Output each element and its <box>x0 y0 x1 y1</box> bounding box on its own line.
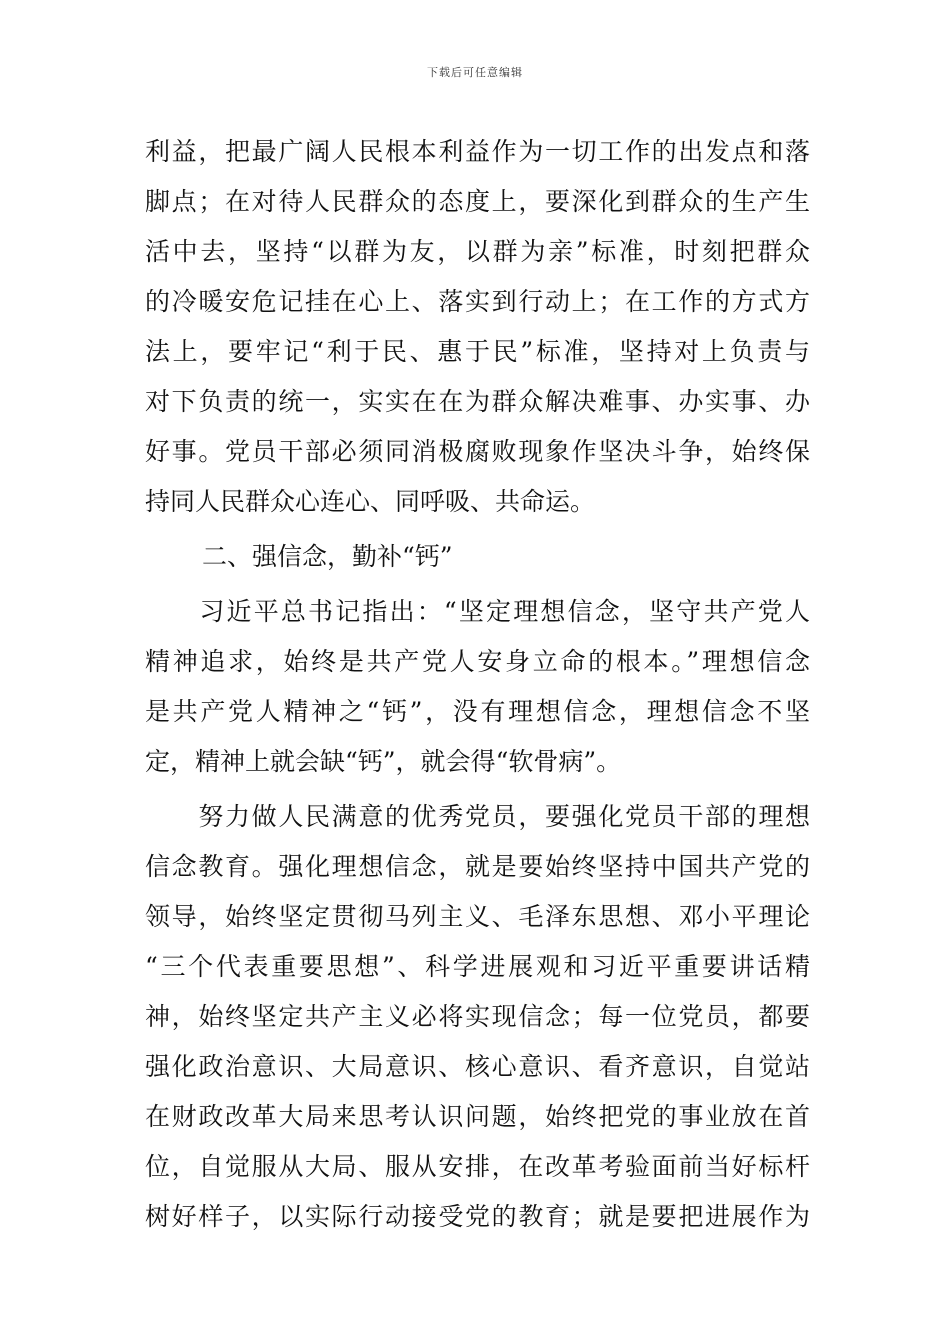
text-line: 神，始终坚定共产主义必将实现信念；每一位党员，都要 <box>145 1002 810 1031</box>
text-line: 的冷暖安危记挂在心上、落实到行动上；在工作的方式方 <box>145 287 810 316</box>
text-line: 是共产党人精神之“钙”，没有理想信念，理想信念不坚 <box>145 697 810 726</box>
text-line: 法上，要牢记“利于民、惠于民”标准，坚持对上负责与 <box>145 337 810 366</box>
text-line: 对下负责的统一，实实在在为群众解决难事、办实事、办 <box>145 387 810 416</box>
text-line: 信念教育。强化理想信念，就是要始终坚持中国共产党的 <box>145 852 810 881</box>
text-line: 定，精神上就会缺“钙”，就会得“软骨病”。 <box>145 747 622 776</box>
text-line: “三个代表重要思想”、科学进展观和习近平重要讲话精 <box>145 952 810 981</box>
text-line: 脚点；在对待人民群众的态度上，要深化到群众的生产生 <box>145 187 810 216</box>
text-line: 好事。党员干部必须同消极腐败现象作坚决斗争，始终保 <box>145 437 810 466</box>
document-body <box>145 127 810 1242</box>
paragraph-3 <box>145 587 810 787</box>
text-line: 精神追求，始终是共产党人安身立命的根本。”理想信念 <box>145 647 810 676</box>
text-line: 领导，始终坚定贯彻马列主义、毛泽东思想、邓小平理论 <box>145 902 810 931</box>
text-line: 努力做人民满意的优秀党员，要强化党员干部的理想 <box>145 802 810 831</box>
paragraph-1 <box>145 127 810 527</box>
page-header: 下载后可任意编辑 <box>427 66 523 79</box>
text-line: 利益，把最广阔人民根本利益作为一切工作的出发点和落 <box>145 137 810 166</box>
text-line: 持同人民群众心连心、同呼吸、共命运。 <box>145 487 596 516</box>
text-line: 位，自觉服从大局、服从安排，在改革考验面前当好标杆 <box>145 1152 810 1181</box>
text-line: 强化政治意识、大局意识、核心意识、看齐意识，自觉站 <box>145 1052 810 1081</box>
text-line: 习近平总书记指出：“坚定理想信念，坚守共产党人 <box>145 597 810 626</box>
section-heading: 二、强信念，勤补“钙” <box>202 542 453 571</box>
paragraph-4 <box>145 792 810 1242</box>
text-line: 在财政改革大局来思考认识问题，始终把党的事业放在首 <box>145 1102 810 1131</box>
text-line: 树好样子，以实际行动接受党的教育；就是要把进展作为 <box>145 1202 810 1231</box>
text-line: 活中去，坚持“以群为友，以群为亲”标准，时刻把群众 <box>145 237 810 266</box>
